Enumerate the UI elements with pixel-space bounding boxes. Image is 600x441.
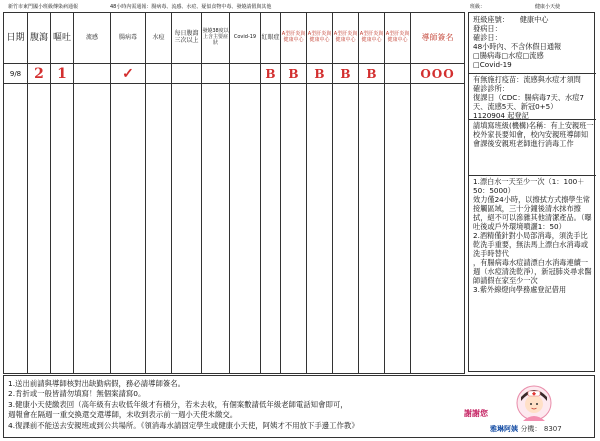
case-info-text: 班級座號： 健康中心 發病日： 確診日： 48小時內、不含休假日通報 □腸病毒□水痘□流感 □Covid-19	[473, 15, 562, 69]
cell-empty[interactable]	[28, 84, 51, 374]
cell-empty[interactable]	[307, 84, 333, 374]
panel-case-info	[469, 15, 596, 69]
panel-vaccine-info	[469, 75, 596, 120]
col-c7: 發燒38度以上含主要症狀	[202, 13, 230, 64]
note-item: 2.肯折或一般皆請勿填寫！無個案請寫0。	[8, 389, 146, 399]
notes-list	[8, 379, 468, 431]
col-date: 日期	[4, 13, 28, 64]
col-r2: A型肝炎與健康中心	[307, 13, 333, 64]
signer-name: 雅琳阿姨	[490, 425, 518, 433]
col-c5: 水痘	[146, 13, 172, 64]
table-row	[4, 84, 465, 374]
cell-empty[interactable]	[172, 84, 202, 374]
col-c8: Covid-19	[230, 13, 261, 64]
notes-box	[3, 375, 595, 438]
cell-empty[interactable]	[385, 84, 411, 374]
cell-empty[interactable]	[51, 84, 74, 374]
col-r5: A型肝炎與健康中心	[385, 13, 411, 64]
cell-c7[interactable]	[202, 64, 230, 84]
thanks-tag: 謝謝您	[464, 409, 488, 418]
cell-c5[interactable]	[146, 64, 172, 84]
cell-r5[interactable]	[385, 64, 411, 84]
info-panel	[468, 12, 595, 372]
table-header-row	[4, 13, 465, 64]
form-header	[0, 0, 600, 12]
grade-label: 班級：	[470, 4, 486, 10]
cell-r4[interactable]: B	[359, 64, 385, 84]
cell-r3[interactable]: B	[333, 64, 359, 84]
disinfect-text: 1.漂白水一天至少一次（1：100＋50：5000） 效力僅24小時，以擦拭方式擦學生常接觸區域，三十分鐘後清水抹布擦拭，絕不可以滲雜其他清潔產品。（曝吐後或戶外環境噴灑1：50） 2.酒精僅針對小局部消毒，須洗手比乾洗手重要，無法馬上漂白水消毒或洗手時替代 ，有腸病毒水痘請漂白水消毒連續一週（水痘清洗乾淨），新冠肺炎尋求醫師請假在家至少一次 3.紫外線燈向學務處登記借用	[473, 177, 592, 294]
cell-empty[interactable]	[111, 84, 146, 374]
note-item: 3.健康小天使繳表回（高年級有去收低年級才有積分，若未去收，有個案數請低年級老師電話知會即可，	[8, 399, 348, 409]
ext-label: 分機：	[520, 425, 542, 433]
col-r1: A型肝炎與健康中心	[281, 13, 307, 64]
vaccine-info-text: 有無施打疫苗：流感與水痘才須問 確診診所： 復課日（CDC：腸病毒7天、水痘7天、流感5天、新冠0+5） 1120904 起登記	[473, 75, 584, 120]
table-row	[4, 64, 465, 84]
note-item: 4.復課前不能送去安親班或到公共場所。《領消毒水請固定學生或健康小天使，阿姨才不用放下手邊工作教》	[8, 420, 359, 430]
cell-c1[interactable]: 2	[28, 64, 51, 84]
ext-number: 8307	[543, 425, 562, 433]
cell-empty[interactable]	[359, 84, 385, 374]
panel-disinfect	[469, 177, 596, 294]
school-title: 新竹市東門國小班級傳染病通報	[8, 4, 79, 10]
class-info-text: 請填寫班級(機構)名稱：有上安親班一校外家長要知會，校內安親班導師知會課後安親班老師進行消毒工作	[473, 121, 594, 148]
col-c3: 流感	[74, 13, 111, 64]
cell-empty[interactable]	[230, 84, 261, 374]
cell-empty[interactable]	[4, 84, 28, 374]
col-r4: A型肝炎與健康中心	[359, 13, 385, 64]
col-c4: 腸病毒	[111, 13, 146, 64]
col-r3: A型肝炎與健康中心	[333, 13, 359, 64]
cell-empty[interactable]	[202, 84, 230, 374]
cell-empty[interactable]	[146, 84, 172, 374]
cell-sign[interactable]: OOO	[411, 64, 465, 84]
col-c9: 紅眼症	[261, 13, 281, 64]
cell-c8[interactable]	[230, 64, 261, 84]
cell-r2[interactable]: B	[307, 64, 333, 84]
signature	[490, 424, 562, 434]
cell-empty[interactable]	[74, 84, 111, 374]
panel-divider	[469, 175, 596, 176]
panel-class-info	[469, 121, 596, 148]
report-table	[3, 12, 465, 374]
cell-c2[interactable]: 1	[51, 64, 74, 84]
cell-empty[interactable]	[261, 84, 281, 374]
col-c1: 腹瀉	[28, 13, 51, 64]
cell-c9[interactable]: B	[261, 64, 281, 84]
panel-divider	[469, 73, 596, 74]
notice-text: 48小時內需通報：腸病毒、流感、水痘、疑似食物中毒、發燒請假與其他	[110, 4, 272, 10]
cell-empty[interactable]	[281, 84, 307, 374]
nurse-avatar-icon	[514, 385, 554, 421]
cell-c4[interactable]: ✓	[111, 64, 146, 84]
cell-date[interactable]: 9/8	[4, 64, 28, 84]
col-c2: 嘔吐	[51, 13, 74, 64]
cell-empty[interactable]	[411, 84, 465, 374]
note-item: 週報會在隔週一重交換還交還導師，未收到表示前一週小天使未繳交。	[8, 410, 238, 420]
cell-empty[interactable]	[333, 84, 359, 374]
col-c6: 每日腹瀉三次以上	[172, 13, 202, 64]
class-name: 健康小天使	[535, 4, 561, 10]
note-item: 1.送出前請與導師核對出缺勤病假，務必請導師簽名。	[8, 379, 186, 388]
cell-c6[interactable]	[172, 64, 202, 84]
cell-r1[interactable]: B	[281, 64, 307, 84]
cell-c3[interactable]	[74, 64, 111, 84]
panel-divider	[469, 119, 596, 120]
col-sign: 導師簽名	[411, 13, 465, 64]
